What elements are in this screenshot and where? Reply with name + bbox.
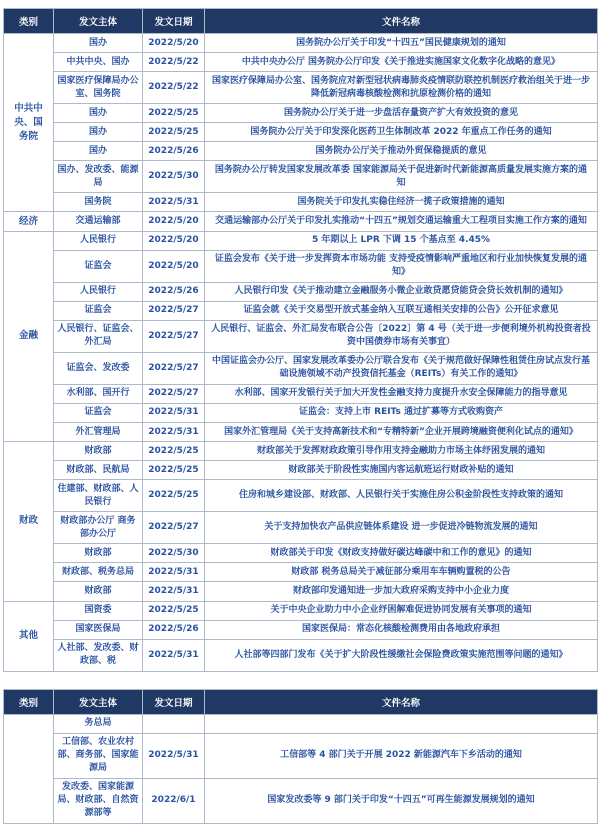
date-cell: 2022/5/27: [143, 320, 205, 352]
category-cell: 经济: [4, 212, 54, 231]
date-cell: 2022/5/20: [143, 34, 205, 53]
title-cell: 国家医保局：常态化核酸检测费用由各地政府承担: [205, 620, 598, 639]
date-cell: 2022/5/20: [143, 231, 205, 250]
date-cell: 2022/5/30: [143, 161, 205, 193]
title-cell: 人民银行、证监会、外汇局发布联合公告〔2022〕第 4 号（关于进一步便利境外机构投资者投资中国债券市场有关事宜）: [205, 320, 598, 352]
date-cell: 2022/5/31: [143, 193, 205, 212]
title-cell: 中共中央办公厅 国务院办公厅印发《关于推进实施国家文化数字化战略的意见》: [205, 53, 598, 72]
header-cell: 类别: [4, 689, 54, 714]
table-row: [4, 123, 598, 142]
title-cell: 国家发改委等 9 部门关于印发“十四五”可再生能源发展规划的通知: [205, 778, 598, 823]
title-cell: 国务院办公厅转发国家发展改革委 国家能源局关于促进新时代新能源高质量发展实施方案的通知: [205, 161, 598, 193]
category-cell: 金融: [4, 231, 54, 442]
table-row: [4, 34, 598, 53]
date-cell: 2022/5/25: [143, 442, 205, 461]
table-body: [4, 714, 598, 823]
date-cell: 2022/5/25: [143, 104, 205, 123]
category-cell: 财政: [4, 442, 54, 601]
title-cell: 财政部关于发挥财政政策引导作用支持金融助力市场主体纾困发展的通知: [205, 442, 598, 461]
subject-cell: 国务院: [54, 193, 143, 212]
header-row: [4, 9, 598, 34]
date-cell: 2022/5/27: [143, 301, 205, 320]
table-row: [4, 193, 598, 212]
table-row: [4, 778, 598, 823]
subject-cell: 发改委、国家能源局、财政部、自然资源部等: [54, 778, 143, 823]
date-cell: 2022/5/26: [143, 620, 205, 639]
subject-cell: 财政部: [54, 544, 143, 563]
table-header: [4, 9, 598, 34]
date-cell: 2022/5/22: [143, 72, 205, 104]
table-row: [4, 423, 598, 442]
date-cell: 2022/5/31: [143, 403, 205, 422]
date-cell: 2022/5/31: [143, 423, 205, 442]
subject-cell: 务总局: [54, 714, 143, 733]
title-cell: 中国证监会办公厅、国家发展改革委办公厅联合发布《关于规范做好保障性租赁住房试点发行基础设施领域不动产投资信托基金（REITs）有关工作的通知》: [205, 352, 598, 384]
date-cell: 2022/5/26: [143, 142, 205, 161]
title-cell: 5 年期以上 LPR 下调 15 个基点至 4.45%: [205, 231, 598, 250]
title-cell: 国务院办公厅关于印发深化医药卫生体制改革 2022 年重点工作任务的通知: [205, 123, 598, 142]
table-row: [4, 582, 598, 601]
table-row: [4, 282, 598, 301]
subject-cell: 水利部、国开行: [54, 384, 143, 403]
subject-cell: 国办: [54, 104, 143, 123]
table-row: [4, 620, 598, 639]
title-cell: 国家医疗保障局办公室、国务院应对新型冠状病毒肺炎疫情联防联控机制医疗救治组关于进一步降低新冠病毒核酸检测和抗原检测价格的通知: [205, 72, 598, 104]
date-cell: [143, 714, 205, 733]
date-cell: 2022/5/27: [143, 352, 205, 384]
date-cell: 2022/5/27: [143, 512, 205, 544]
table-row: [4, 352, 598, 384]
table-row: [4, 544, 598, 563]
subject-cell: 国办: [54, 142, 143, 161]
header-cell: 发文日期: [143, 9, 205, 34]
subject-cell: 中共中央、国办: [54, 53, 143, 72]
title-cell: 财政部关于阶段性实施国内客运航班运行财政补贴的通知: [205, 461, 598, 480]
table-row: [4, 161, 598, 193]
subject-cell: 住建部、财政部、人民银行: [54, 480, 143, 512]
date-cell: 2022/5/26: [143, 282, 205, 301]
header-row: [4, 689, 598, 714]
table-row: [4, 442, 598, 461]
date-cell: 2022/6/1: [143, 778, 205, 823]
category-cell: 其他: [4, 601, 54, 671]
subject-cell: 证监会、发改委: [54, 352, 143, 384]
subject-cell: 国家医疗保障局办公室、国务院: [54, 72, 143, 104]
subject-cell: 外汇管理局: [54, 423, 143, 442]
subject-cell: 工信部、农业农村部、商务部、国家能源局: [54, 733, 143, 778]
title-cell: 证监会：支持上市 REITs 通过扩募等方式收购资产: [205, 403, 598, 422]
subject-cell: 财政部: [54, 582, 143, 601]
date-cell: 2022/5/20: [143, 250, 205, 282]
header-cell: 文件名称: [205, 689, 598, 714]
date-cell: 2022/5/30: [143, 544, 205, 563]
title-cell: 国家外汇管理局《关于支持高新技术和“专精特新”企业开展跨境融资便利化试点的通知》: [205, 423, 598, 442]
title-cell: 水利部、国家开发银行关于加大开发性金融支持力度提升水安全保障能力的指导意见: [205, 384, 598, 403]
subject-cell: 国资委: [54, 601, 143, 620]
title-cell: 证监会发布《关于进一步发挥资本市场功能 支持受疫情影响严重地区和行业加快恢复发展的通知》: [205, 250, 598, 282]
category-cell: [4, 714, 54, 823]
title-cell: 交通运输部办公厅关于印发扎实推动“十四五”规划交通运输重大工程项目实施工作方案的通知: [205, 212, 598, 231]
title-cell: 关于支持加快农产品供应链体系建设 进一步促进冷链物流发展的通知: [205, 512, 598, 544]
date-cell: 2022/5/27: [143, 384, 205, 403]
subject-cell: 财政部、税务总局: [54, 563, 143, 582]
table-row: [4, 563, 598, 582]
table-row: [4, 480, 598, 512]
subject-cell: 人社部、发改委、财政部、税: [54, 639, 143, 671]
table-body: [4, 34, 598, 672]
title-cell: 人社部等四部门发布《关于扩大阶段性缓缴社会保险费政策实施范围等问题的通知》: [205, 639, 598, 671]
title-cell: [205, 714, 598, 733]
table-row: [4, 104, 598, 123]
table-row: [4, 601, 598, 620]
subject-cell: 财政部: [54, 442, 143, 461]
title-cell: 国务院关于印发扎实稳住经济一揽子政策措施的通知: [205, 193, 598, 212]
table-row: [4, 714, 598, 733]
subject-cell: 人民银行、证监会、外汇局: [54, 320, 143, 352]
date-cell: 2022/5/20: [143, 212, 205, 231]
policy-table-main: [3, 8, 598, 672]
table-row: [4, 384, 598, 403]
date-cell: 2022/5/25: [143, 480, 205, 512]
table-row: [4, 301, 598, 320]
subject-cell: 人民银行: [54, 282, 143, 301]
table-gap: [3, 672, 597, 689]
title-cell: 证监会就《关于交易型开放式基金纳入互联互通相关安排的公告》公开征求意见: [205, 301, 598, 320]
title-cell: 财政部印发通知进一步加大政府采购支持中小企业力度: [205, 582, 598, 601]
title-cell: 国务院办公厅关于推动外贸保稳提质的意见: [205, 142, 598, 161]
subject-cell: 证监会: [54, 250, 143, 282]
title-cell: 国务院办公厅关于进一步盘活存量资产扩大有效投资的意见: [205, 104, 598, 123]
title-cell: 关于中央企业助力中小企业纾困解难促进协同发展有关事项的通知: [205, 601, 598, 620]
subject-cell: 财政部办公厅 商务部办公厅: [54, 512, 143, 544]
title-cell: 住房和城乡建设部、财政部、人民银行关于实施住房公积金阶段性支持政策的通知: [205, 480, 598, 512]
subject-cell: 国家医保局: [54, 620, 143, 639]
subject-cell: 国办: [54, 34, 143, 53]
date-cell: 2022/5/25: [143, 461, 205, 480]
date-cell: 2022/5/25: [143, 123, 205, 142]
header-cell: 发文主体: [54, 689, 143, 714]
table-row: [4, 231, 598, 250]
date-cell: 2022/5/31: [143, 563, 205, 582]
subject-cell: 证监会: [54, 403, 143, 422]
subject-cell: 国办: [54, 123, 143, 142]
table-row: [4, 212, 598, 231]
subject-cell: 交通运输部: [54, 212, 143, 231]
table-header: [4, 689, 598, 714]
header-cell: 类别: [4, 9, 54, 34]
title-cell: 财政部 税务总局关于减征部分乘用车车辆购置税的公告: [205, 563, 598, 582]
header-cell: 发文主体: [54, 9, 143, 34]
subject-cell: 证监会: [54, 301, 143, 320]
subject-cell: 国办、发改委、能源局: [54, 161, 143, 193]
header-cell: 发文日期: [143, 689, 205, 714]
table-row: [4, 461, 598, 480]
date-cell: 2022/5/31: [143, 582, 205, 601]
title-cell: 工信部等 4 部门关于开展 2022 新能源汽车下乡活动的通知: [205, 733, 598, 778]
table-row: [4, 250, 598, 282]
subject-cell: 财政部、民航局: [54, 461, 143, 480]
date-cell: 2022/5/25: [143, 601, 205, 620]
table-row: [4, 53, 598, 72]
table-row: [4, 512, 598, 544]
policy-table-continued: [3, 689, 598, 824]
table-row: [4, 320, 598, 352]
category-cell: 中共中央、国务院: [4, 34, 54, 212]
table-row: [4, 639, 598, 671]
table-row: [4, 72, 598, 104]
date-cell: 2022/5/31: [143, 639, 205, 671]
date-cell: 2022/5/22: [143, 53, 205, 72]
subject-cell: 人民银行: [54, 231, 143, 250]
table-row: [4, 733, 598, 778]
title-cell: 财政部关于印发《财政支持做好碳达峰碳中和工作的意见》的通知: [205, 544, 598, 563]
date-cell: 2022/5/31: [143, 733, 205, 778]
table-row: [4, 403, 598, 422]
header-cell: 文件名称: [205, 9, 598, 34]
title-cell: 人民银行印发《关于推动建立金融服务小微企业敢贷愿贷能贷会贷长效机制的通知》: [205, 282, 598, 301]
title-cell: 国务院办公厅关于印发“十四五”国民健康规划的通知: [205, 34, 598, 53]
table-row: [4, 142, 598, 161]
